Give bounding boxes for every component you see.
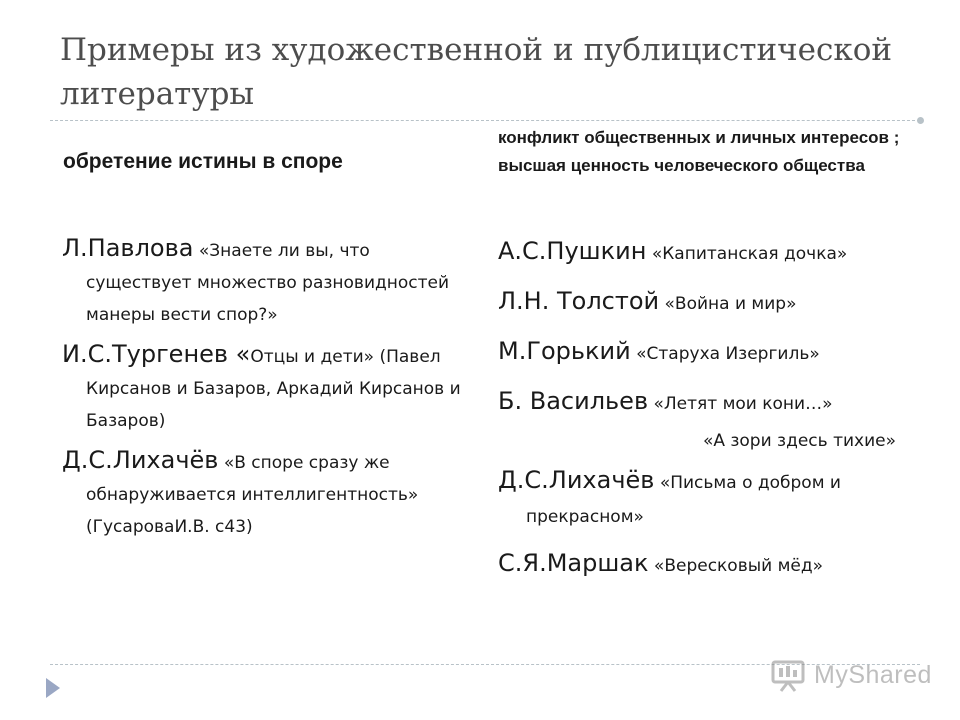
watermark-logo [770,655,932,695]
entry-author: Д.С.Лихачёв [62,446,219,474]
entry-work: «Капитанская дочка» [646,244,848,264]
left-entry [62,445,462,543]
extra-work-line: «А зори здесь тихие» [702,431,896,451]
left-column [62,233,462,551]
triangle-arrow-icon [46,678,60,698]
right-entry [498,283,918,322]
left-entry [62,339,462,437]
right-entry [498,383,918,422]
entry-work: «Письма о добром и прекрасном» [526,473,841,527]
right-entry [498,545,918,584]
entry-author: Л.Павлова [62,234,194,262]
right-entry [498,333,918,372]
entry-author: И.С.Тургенев « [62,340,251,368]
entry-author: Б. Васильев [498,387,649,415]
left-column-heading: обретение истины в споре [63,150,343,173]
right-column [498,233,918,595]
right-entry [498,233,918,272]
entry-work: Отцы и дети» (Павел Кирсанов и Базаров, Аркадий Кирсанов и Базаров) [86,347,461,431]
slide-title: Примеры из художественной и публицистической литературы [60,32,893,112]
left-entry [62,233,462,331]
entry-work: «Знаете ли вы, что существует множество разновидностей манеры вести спор?» [86,241,450,325]
right-heading-line-1: конфликт общественных и личных интересов ; [498,128,900,147]
entry-work: «Война и мир» [659,294,797,314]
entry-work: «Старуха Изергиль» [630,344,820,364]
entry-author: А.С.Пушкин [498,237,647,265]
divider-dot [917,117,924,124]
entry-author: М.Горький [498,337,631,365]
entry-author: Д.С.Лихачёв [498,466,655,494]
entry-work: «В споре сразу же обнаруживается интеллигентность» (ГусароваИ.В. с43) [86,453,419,537]
right-entry [498,463,918,534]
title-divider [50,120,920,121]
entry-work: «Вересковый мёд» [648,556,824,576]
entry-author: С.Я.Маршак [498,549,649,577]
watermark-text: MyShared [814,660,932,689]
entry-work: «Летят мои кони…» [648,394,833,414]
entry-author: Л.Н. Толстой [498,287,660,315]
right-heading-line-2: высшая ценность человеческого общества [498,156,865,175]
right-column-heading [498,130,918,186]
presentation-board-icon [770,658,806,692]
